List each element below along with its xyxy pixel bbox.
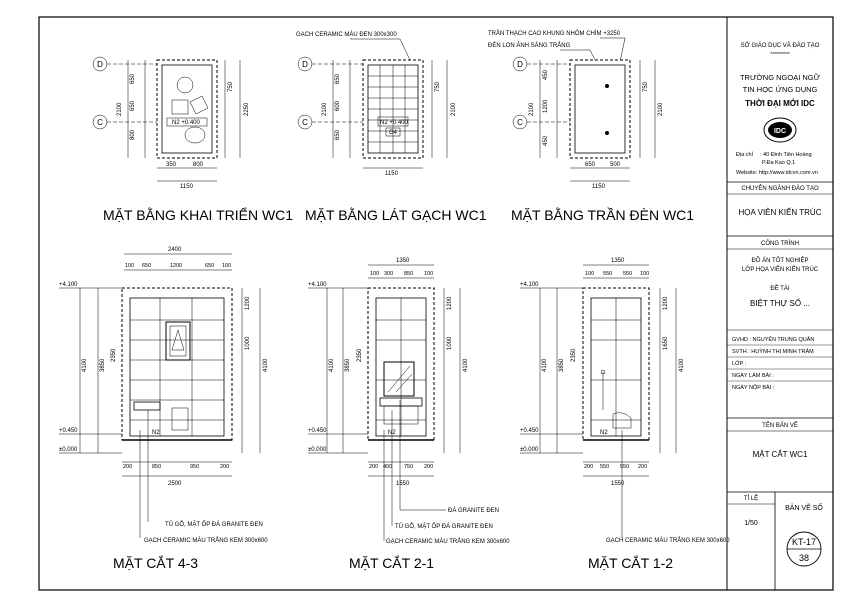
tb-project2: LỚP HỌA VIÊN KIẾN TRÚC [741, 267, 819, 273]
dim: 400 [383, 464, 393, 470]
dim: 650 [335, 73, 341, 84]
dim: 1150 [385, 171, 398, 177]
grid-d-label: D [517, 60, 523, 69]
dim: 1350 [611, 258, 625, 264]
dim: 2100 [529, 102, 535, 116]
dim: 200 [220, 464, 230, 470]
floor-tag: G4 [389, 130, 398, 136]
dim: 2100 [658, 102, 664, 116]
plan2-title: MẶT BẰNG LÁT GẠCH WC1 [305, 207, 487, 223]
tb-dept: SỞ GIÁO DỤC VÀ ĐÀO TẠO [740, 43, 820, 49]
tb-sheet: MẶT CẮT WC1 [752, 450, 808, 459]
dim: 100 [370, 271, 380, 277]
elev: +0.450 [520, 428, 539, 434]
dim: 4100 [679, 358, 685, 372]
tb-code: KT-17 [791, 537, 817, 547]
dim: 1200 [245, 296, 251, 310]
tb-project-label: CÔNG TRÌNH [761, 241, 799, 247]
dim: 650 [205, 263, 215, 269]
dim: 300 [384, 271, 394, 277]
plan3-note1: TRẦN THẠCH CAO KHUNG NHÔM CHÌM +3250 [488, 31, 621, 37]
grid-d-label: D [302, 60, 308, 69]
tb-school3: THỜI ĐẠI MỚI IDC [745, 99, 815, 108]
dim: 1650 [663, 336, 669, 350]
dim: 3850 [345, 358, 351, 372]
dim: 950 [190, 464, 200, 470]
dim: 2400 [168, 247, 182, 253]
section-2-1 [308, 258, 510, 571]
dim: 1200 [543, 99, 549, 113]
dim: 850 [404, 271, 414, 277]
tb-school1: TRƯỜNG NGOẠI NGỮ [739, 73, 821, 82]
tb-major: HỌA VIÊN KIẾN TRÚC [738, 208, 822, 217]
dim: 1150 [592, 184, 605, 190]
tb-sheetno-label: BẢN VẼ SỐ [785, 505, 823, 512]
dim: 2350 [111, 348, 117, 362]
plan-khai-trien [93, 57, 293, 223]
dim: 100 [585, 271, 595, 277]
tb-scale-label: TỈ LỆ [743, 496, 759, 502]
dim: 2350 [357, 348, 363, 362]
dim: 2500 [168, 481, 182, 487]
dim: 2100 [322, 102, 328, 116]
dim: 200 [424, 464, 434, 470]
dim: 200 [638, 464, 648, 470]
dim: 350 [166, 162, 177, 168]
grid-c-label: C [517, 118, 523, 127]
elev: ±0.000 [520, 447, 539, 453]
dim: 1000 [245, 336, 251, 350]
dim: 3850 [559, 358, 565, 372]
dim: 4100 [263, 358, 269, 372]
dim: 650 [335, 129, 341, 140]
floor-tag: N2 [152, 430, 160, 436]
sec12-note1: GẠCH CERAMIC MÀU TRẮNG KEM 300x600 [606, 538, 730, 544]
dim: 800 [193, 162, 204, 168]
dim: 650 [585, 162, 596, 168]
tb-lop: LỚP : [732, 361, 747, 367]
dim: 1550 [396, 481, 410, 487]
sec43-note2: GẠCH CERAMIC MÀU TRẮNG KEM 300x600 [144, 538, 268, 544]
dim: 550 [600, 464, 610, 470]
tb-scale: 1/50 [744, 520, 758, 527]
plan3-note2: ĐÈN LON ÁNH SÁNG TRẮNG [488, 43, 571, 49]
elev: +4.100 [59, 282, 78, 288]
section-1-2 [520, 258, 730, 571]
dim: 100 [125, 263, 135, 269]
idc-logo [764, 118, 796, 142]
floor-tag: N2 [388, 430, 396, 436]
sec43-title: MẶT CẮT 4-3 [113, 555, 199, 571]
dim: 750 [643, 81, 649, 92]
dim: 2100 [117, 102, 123, 116]
grid-d-label: D [97, 60, 103, 69]
dim: 100 [424, 271, 434, 277]
dim: 4100 [82, 358, 88, 372]
floor-tag: N2 [600, 430, 608, 436]
tb-gvhd: GVHD : NGUYỄN TRUNG QUÂN [732, 337, 815, 343]
dim: 1200 [663, 296, 669, 310]
tb-website: Website: http://www.idcvn.com.vn [736, 170, 818, 176]
plan2-note: GẠCH CERAMIC MÀU ĐEN 300x300 [296, 32, 397, 38]
elev: +4.100 [520, 282, 539, 288]
tb-ngay-nop: NGÀY NỘP BÀI : [732, 385, 775, 391]
tb-number: 38 [798, 553, 810, 563]
sec21-note3: GẠCH CERAMIC MÀU TRẮNG KEM 300x600 [386, 539, 510, 545]
grid-c-label: C [97, 118, 103, 127]
dim: 1350 [396, 258, 410, 264]
dim: 550 [620, 464, 630, 470]
elev: +0.450 [59, 428, 78, 434]
tb-sheet-label: TÊN BẢN VẼ [762, 423, 798, 429]
title-block [727, 42, 833, 590]
dim: 850 [152, 464, 162, 470]
dim: 100 [222, 263, 232, 269]
plan3-title: MẶT BẰNG TRẦN ĐÈN WC1 [511, 207, 695, 223]
elev: ±0.000 [59, 447, 78, 453]
dim: 2350 [571, 348, 577, 362]
dim: 750 [435, 81, 441, 92]
elev: +0.450 [308, 428, 327, 434]
sec21-title: MẶT CẮT 2-1 [349, 555, 435, 571]
tb-topic-label: ĐỀ TÀI [770, 286, 790, 292]
sec21-note2: TỦ GỖ, MẶT ỐP ĐÁ GRANITE ĐEN [395, 524, 493, 530]
level-tag: N2 +0.400 [380, 120, 408, 126]
tb-major-label: CHUYÊN NGÀNH ĐÀO TẠO [741, 186, 819, 192]
dim: 100 [640, 271, 650, 277]
dim: 550 [623, 271, 633, 277]
dim: 200 [123, 464, 133, 470]
grid-c-label: C [302, 118, 308, 127]
plan-tran-den [488, 30, 694, 223]
dim: 2250 [244, 102, 250, 116]
dim: 450 [543, 69, 549, 80]
dim: 3850 [100, 358, 106, 372]
tb-addr-label: Địa chỉ [736, 152, 753, 158]
sec43-note1: TỦ GỖ, MẶT ỐP ĐÁ GRANITE ĐEN [165, 522, 263, 528]
plan1-title: MẶT BẰNG KHAI TRIỂN WC1 [103, 207, 294, 223]
dim: 600 [335, 100, 341, 111]
dim: 650 [142, 263, 152, 269]
dim: 2100 [451, 102, 457, 116]
sec21-note1: ĐÁ GRANITE ĐEN [448, 508, 500, 514]
plan-lat-gach [296, 31, 487, 223]
tb-addr2: P.Đa Kao Q.1 [762, 160, 796, 166]
dim: 4100 [329, 358, 335, 372]
dim: 200 [369, 464, 379, 470]
dim: 4100 [463, 358, 469, 372]
dim: 650 [130, 73, 136, 84]
tb-stars: ********** [770, 52, 790, 58]
tb-addr1: : 40 Đinh Tiên Hoàng [760, 152, 812, 158]
dim: 1550 [611, 481, 625, 487]
dim: 500 [610, 162, 621, 168]
level-tag: N2 +0.400 [172, 120, 200, 126]
sec12-title: MẶT CẮT 1-2 [588, 555, 674, 571]
dim: 650 [130, 100, 136, 111]
tb-school2: TIN HỌC ỨNG DỤNG [742, 85, 818, 94]
dim: 450 [543, 135, 549, 146]
dim: 1200 [447, 296, 453, 310]
dim: 800 [130, 129, 136, 140]
tb-ngay-lam: NGÀY LÀM BÀI : [732, 373, 774, 379]
tb-topic: BIỆT THỰ SỐ ... [750, 299, 810, 308]
dim: 550 [603, 271, 613, 277]
dim: 750 [404, 464, 414, 470]
tb-svth: SVTH : HUỲNH THỊ MINH TRÂM [732, 349, 814, 355]
logo-text: IDC [773, 128, 787, 135]
section-4-3 [59, 247, 269, 571]
dim: 750 [228, 81, 234, 92]
dim: 4100 [542, 358, 548, 372]
dim: 1000 [447, 336, 453, 350]
elev: +4.100 [308, 282, 327, 288]
dim: 200 [584, 464, 594, 470]
dim: 1150 [180, 184, 193, 190]
elev: ±0.000 [308, 447, 327, 453]
tb-project1: ĐỒ ÁN TỐT NGHIỆP [751, 258, 809, 264]
dim: 1200 [170, 263, 183, 269]
